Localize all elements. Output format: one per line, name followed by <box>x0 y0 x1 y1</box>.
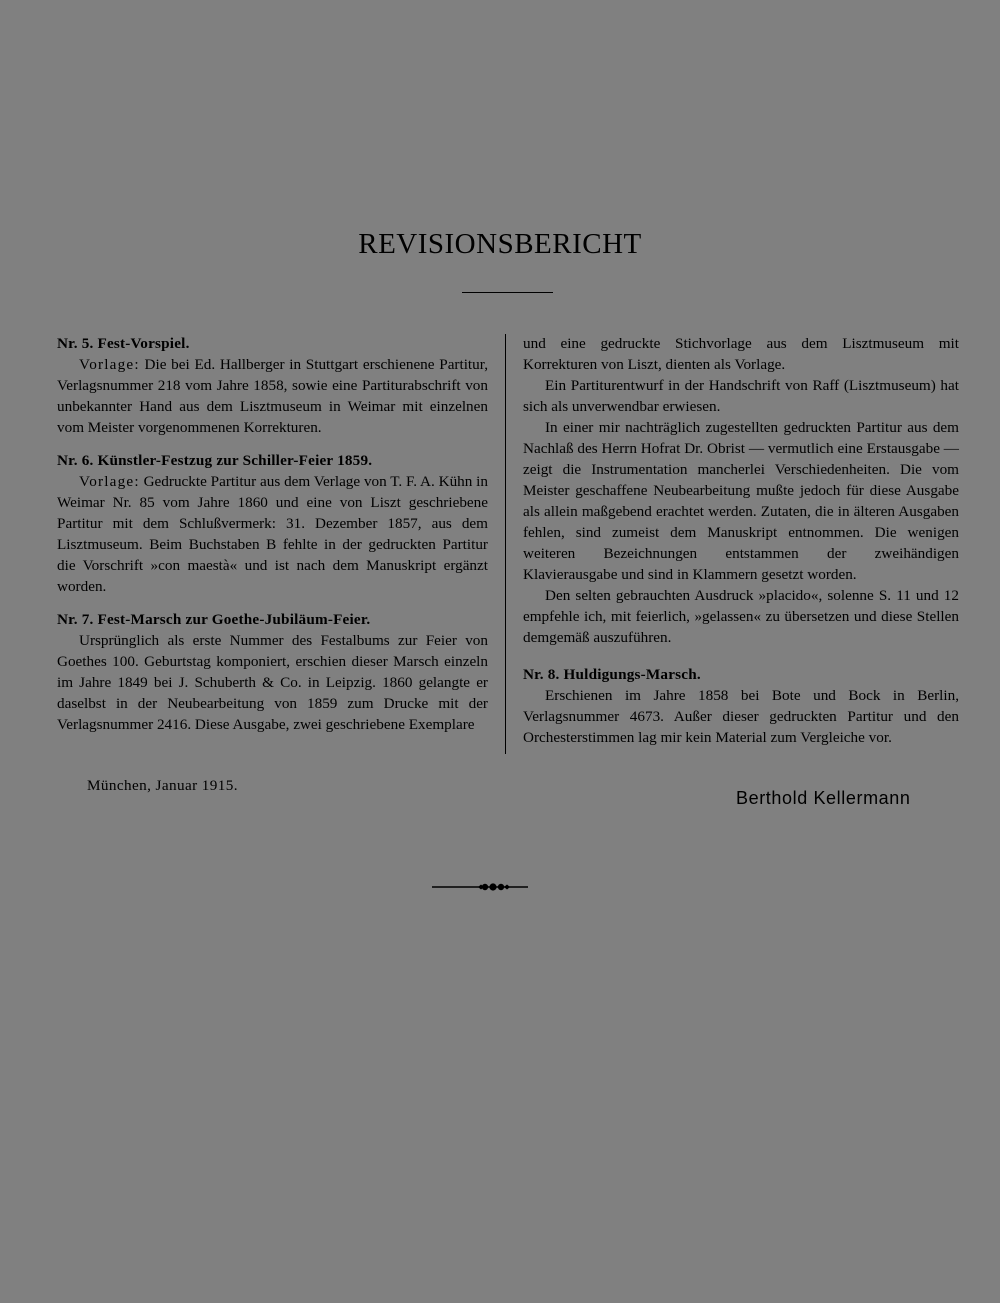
continuation-paragraph: Ein Partiturentwurf in der Handschrift von Raff (Lisztmuseum) hat sich als unverwendbar erwiesen. <box>523 377 959 415</box>
continuation-paragraph: In einer mir nachträglich zugestellten gedruckten Partitur aus dem Nachlaß des Herrn Hofrat Dr. Obrist — vermutlich eine Erstausgabe — zeigt die Instrumentation mancherlei Verschiedenheiten. Die vom Meister geschaffene Neubearbeitung mußte jedoch für diese Ausgabe als allein maßgebend erachtet werden. Zutaten, die in älteren Ausgaben fehlen, sind zumeist dem Manuskript entnommen. Die wenigen weiteren Bezeichnungen entstammen der zweihändigen Klavierausgabe und sind in Klammern gesetzt worden. <box>523 419 959 583</box>
section-paragraph <box>57 630 488 735</box>
vorlage-label: Vorlage: <box>79 473 140 490</box>
section-nr-7 <box>57 609 488 735</box>
section-nr-7-continued <box>523 333 959 648</box>
signature: Berthold Kellermann <box>736 788 911 808</box>
section-heading: Nr. 5. Fest-Vorspiel. <box>57 335 190 352</box>
place-and-date: München, Januar 1915. <box>87 777 238 794</box>
paragraph-text: Gedruckte Partitur aus dem Verlage von T. F. A. Kühn in Weimar Nr. 85 vom Jahre 1860 und eine von Liszt geschriebene Partitur mit dem Schlußvermerk: 31. Dezember 1857, aus dem Lisztmuseum. Beim Buchstaben B fehlte in der gedruckten Partitur die Vorschrift »con maestà« und ist nach dem Manuskript ergänzt worden. <box>57 473 488 595</box>
ornament-divider-icon <box>430 880 530 894</box>
continuation-paragraph: und eine gedruckte Stichvorlage aus dem Lisztmuseum mit Korrekturen von Liszt, dienten als Vorlage. <box>523 335 959 373</box>
paragraph-text: Ursprünglich als erste Nummer des Festalbums zur Feier von Goethes 100. Geburtstag komponiert, erschien dieser Marsch einzeln im Jahre 1849 bei J. Schuberth & Co. in Leipzig. 1860 gelangte er daselbst in der Neubearbeitung von 1859 zum Drucke mit der Verlagsnummer 2416. Diese Ausgabe, zwei geschriebene Exemplare <box>57 632 488 733</box>
section-heading: Nr. 8. Huldigungs-Marsch. <box>523 666 701 683</box>
section-nr-8 <box>523 664 959 748</box>
section-nr-6 <box>57 450 488 597</box>
title-underline-rule <box>462 292 553 293</box>
section-paragraph <box>57 471 488 597</box>
continuation-paragraph: Den selten gebrauchten Ausdruck »placido«, solenne S. 11 und 12 empfehle ich, mit feierlich, »gelassen« zu übersetzen und diese Stellen demgemäß auszuführen. <box>523 587 959 646</box>
vorlage-label: Vorlage: <box>79 356 140 373</box>
section-paragraph: Erschienen im Jahre 1858 bei Bote und Bock in Berlin, Verlagsnummer 4673. Außer dieser gedruckten Partitur und den Orchesterstimmen lag mir kein Material zum Vergleiche vor. <box>523 687 959 746</box>
page-title: REVISIONSBERICHT <box>358 228 642 260</box>
section-heading: Nr. 7. Fest-Marsch zur Goethe-Jubiläum-Feier. <box>57 611 371 628</box>
section-heading: Nr. 6. Künstler-Festzug zur Schiller-Feier 1859. <box>57 452 373 469</box>
column-divider <box>505 334 506 754</box>
left-column <box>57 333 488 747</box>
section-paragraph <box>57 354 488 438</box>
paragraph-text: Die bei Ed. Hallberger in Stuttgart erschienene Partitur, Verlagsnummer 218 vom Jahre 1858, sowie eine Partiturabschrift von unbekannter Hand aus dem Lisztmuseum in Weimar mit einzelnen vom Meister vorgenommenen Korrekturen. <box>57 356 488 436</box>
section-nr-5 <box>57 333 488 438</box>
right-column <box>523 333 959 760</box>
